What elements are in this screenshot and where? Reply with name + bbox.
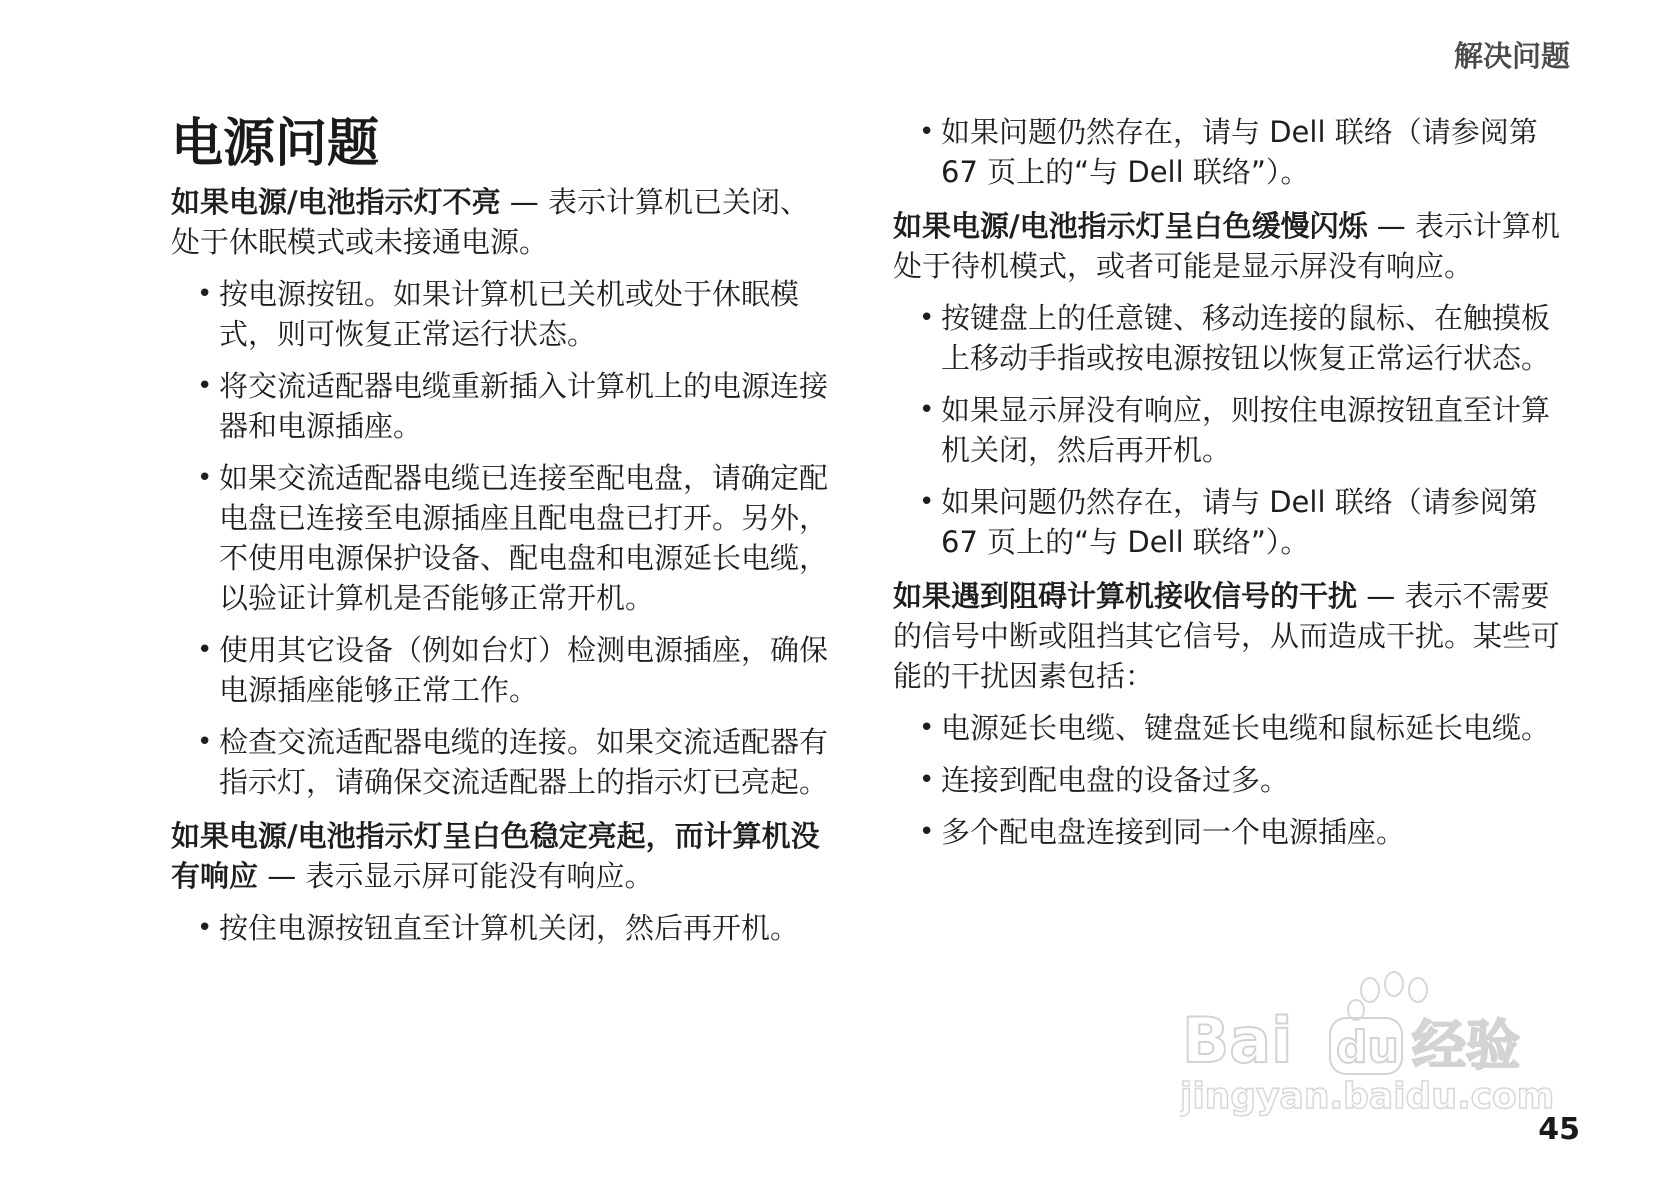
section-power-light-off [171,182,831,262]
section-power-light-white-steady [171,816,831,896]
page-number: 45 [1538,1112,1580,1147]
bullet-list [171,274,831,802]
running-header: 解决问题 [1453,39,1570,73]
list-item: • 电源延长电缆、键盘延长电缆和鼠标延长电缆。 [941,708,1573,748]
section-description: — 表示不需要的信号中断或阻挡其它信号，从而造成干扰。某些可能的干扰因素包括： [893,579,1561,693]
list-item: • 按键盘上的任意键、移动连接的鼠标、在触摸板上移动手指或按电源按钮以恢复正常运行状态。 [941,298,1573,378]
list-item: • 如果问题仍然存在，请与 Dell 联络（请参阅第 67 页上的“与 Dell 联络”）。 [941,482,1573,562]
list-item: • 如果显示屏没有响应，则按住电源按钮直至计算机关闭，然后再开机。 [941,390,1573,470]
bullet-list [171,908,831,948]
list-item: • 多个配电盘连接到同一个电源插座。 [941,812,1573,852]
bullet-list [893,298,1573,562]
bullet-list [893,708,1573,852]
section-signal-interference [893,576,1573,696]
list-item: • 按电源按钮。如果计算机已关机或处于休眠模式，则可恢复正常运行状态。 [219,274,831,354]
bullet-list-continued [893,112,1573,192]
section-power-light-white-blinking [893,206,1573,286]
section-description: — 表示计算机处于待机模式，或者可能是显示屏没有响应。 [893,209,1561,283]
watermark-brand-b: du [1336,1022,1399,1073]
section-heading: 如果遇到阻碍计算机接收信号的干扰 [893,579,1358,613]
list-item: • 使用其它设备（例如台灯）检测电源插座，确保电源插座能够正常工作。 [219,630,831,710]
list-item: • 如果问题仍然存在，请与 Dell 联络（请参阅第 67 页上的“与 Dell 联络”）。 [941,112,1573,192]
section-description: — 表示显示屏可能没有响应。 [258,859,654,893]
list-item: • 连接到配电盘的设备过多。 [941,760,1573,800]
section-heading: 如果电源/电池指示灯不亮 [171,185,501,219]
section-heading: 如果电源/电池指示灯呈白色缓慢闪烁 [893,209,1368,243]
section-heading: 如果电源/电池指示灯呈白色稳定亮起，而计算机没有响应 [171,819,820,893]
page-title: 电源问题 [171,114,380,174]
watermark-brand-cn: 经验 [1412,1014,1520,1077]
list-item: • 按住电源按钮直至计算机关闭，然后再开机。 [219,908,831,948]
list-item: • 检查交流适配器电缆的连接。如果交流适配器有指示灯，请确保交流适配器上的指示灯已亮起。 [219,722,831,802]
watermark-url: jingyan.baidu.com [1180,1076,1555,1117]
right-column [893,108,1573,866]
watermark-brand-a: Bai [1182,1004,1293,1077]
baidu-jingyan-watermark [1180,970,1590,1120]
left-column [171,108,831,962]
list-item: • 将交流适配器电缆重新插入计算机上的电源连接器和电源插座。 [219,366,831,446]
list-item: • 如果交流适配器电缆已连接至配电盘，请确定配电盘已连接至电源插座且配电盘已打开。另外，不使用电源保护设备、配电盘和电源延长电缆，以验证计算机是否能够正常开机。 [219,458,831,618]
section-description: — 表示计算机已关闭、处于休眠模式或未接通电源。 [171,185,810,259]
